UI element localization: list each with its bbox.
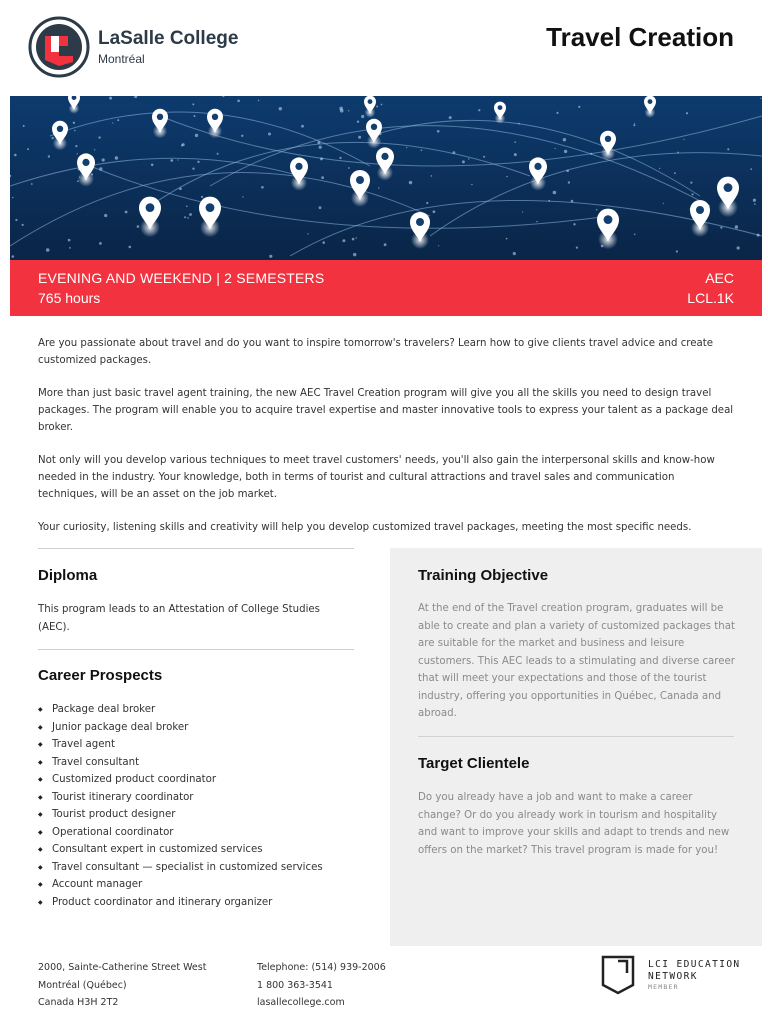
divider <box>38 548 354 549</box>
map-pin-icon <box>366 119 382 149</box>
list-item: ◆ Tourist itinerary coordinator <box>38 789 323 807</box>
list-item: ◆ Travel consultant — specialist in customized services <box>38 859 323 877</box>
tollfree-number: 1 800 363-3541 <box>257 979 333 991</box>
map-pin-network-image <box>10 96 762 260</box>
training-text: At the end of the Travel creation program, graduates will be able to create and plan a variety of customized packages that are suitable for the market and business and leisure customers. This AEC leads to a stimulating and diverse career that will meet your expectations and those of the tourist industry, offering you opportunities in Québec, Canada and abroad. <box>418 603 735 719</box>
map-pin-icon <box>152 109 168 139</box>
map-pin-icon <box>199 197 221 238</box>
lasalle-logo <box>28 16 90 78</box>
address-line: Montréal (Québec) <box>38 979 127 991</box>
phone-number: Telephone: (514) 939-2006 <box>257 962 386 973</box>
training-heading: Training Objective <box>418 567 549 584</box>
map-pin-icon <box>77 153 95 186</box>
list-item: ◆ Customized product coordinator <box>38 771 323 789</box>
hours-label: 765 hours <box>38 290 101 306</box>
intro-paragraph: Not only will you develop various techniques to meet travel customers' needs, you'll also gain the interpersonal skills and know-how needed in the industry. Your knowledge, both in terms of tourist and cultural attractions and travel sales and communication techniques, will be an asset on the job market. <box>38 455 715 500</box>
brand-city: Montréal <box>98 52 145 66</box>
lci-line: LCI EDUCATION <box>648 959 741 970</box>
page-title: Travel Creation <box>546 22 734 52</box>
list-item: ◆ Consultant expert in customized services <box>38 841 323 859</box>
lci-member-label: MEMBER <box>648 983 679 991</box>
footer <box>0 955 768 1024</box>
list-item: ◆ Account manager <box>38 876 323 894</box>
header <box>0 0 768 96</box>
list-item: ◆ Product coordinator and itinerary organizer <box>38 894 323 912</box>
lci-line: NETWORK <box>648 971 698 982</box>
list-item: ◆ Tourist product designer <box>38 806 323 824</box>
intro-paragraph: Are you passionate about travel and do you want to inspire tomorrow's travelers? Learn how to give clients travel advice and create customized packages. <box>38 338 714 366</box>
program-code: LCL.1K <box>687 290 734 306</box>
divider <box>38 649 354 650</box>
career-list <box>38 701 323 911</box>
banner-image <box>10 96 762 260</box>
right-panel <box>390 548 762 946</box>
address-line: Canada H3H 2T2 <box>38 997 119 1008</box>
diploma-heading: Diploma <box>38 567 98 584</box>
contact-info <box>257 959 386 1012</box>
list-item: ◆ Package deal broker <box>38 701 323 719</box>
map-pin-icon <box>717 177 739 218</box>
map-pin-icon <box>290 157 308 190</box>
map-pin-icon <box>350 170 370 207</box>
credential-label: AEC <box>705 270 734 286</box>
map-pin-icon <box>690 200 710 237</box>
divider <box>418 736 734 737</box>
intro-paragraph: More than just basic travel agent training, the new AEC Travel Creation program will give you all the skills you need to design travel packages. The program will enable you to acquire travel expertise and master innovative tools to express your talent as a package deal broker. <box>38 388 734 433</box>
map-pin-icon <box>376 147 394 180</box>
address <box>38 959 206 1012</box>
lci-network-label <box>648 959 741 983</box>
list-item: ◆ Travel consultant <box>38 754 323 772</box>
map-pin-icon <box>494 102 506 124</box>
address-line: 2000, Sainte-Catherine Street West <box>38 962 207 973</box>
map-pin-icon <box>207 109 223 139</box>
list-item: ◆ Travel agent <box>38 736 323 754</box>
map-pin-icon <box>139 197 161 238</box>
map-pin-icon <box>644 96 656 118</box>
map-pin-icon <box>600 131 616 161</box>
left-column <box>38 548 354 908</box>
website-link[interactable]: lasallecollege.com <box>257 997 345 1008</box>
target-heading: Target Clientele <box>418 755 530 772</box>
schedule-label: EVENING AND WEEKEND | 2 SEMESTERS <box>38 270 325 286</box>
map-pin-icon <box>529 157 547 190</box>
target-text: Do you already have a job and want to make a career change? Or do you already work in tourism and hospitality and want to improve your skills and adapt to trends and new offers on the market? This travel program is made for you! <box>418 792 730 856</box>
intro-paragraph: Your curiosity, listening skills and creativity will help you develop customized travel packages, meeting the most specific needs. <box>38 522 692 533</box>
list-item: ◆ Junior package deal broker <box>38 719 323 737</box>
brand-name: LaSalle College <box>98 28 239 49</box>
diploma-text: This program leads to an Attestation of College Studies (AEC). <box>38 604 320 633</box>
map-pin-icon <box>52 121 68 151</box>
map-pin-icon <box>597 209 619 250</box>
intro-text <box>38 335 734 552</box>
map-pin-icon <box>410 212 430 249</box>
map-pin-icon <box>364 96 376 118</box>
lci-logo-icon <box>601 955 635 995</box>
career-heading: Career Prospects <box>38 667 163 684</box>
list-item: ◆ Operational coordinator <box>38 824 323 842</box>
program-ribbon <box>10 260 762 316</box>
